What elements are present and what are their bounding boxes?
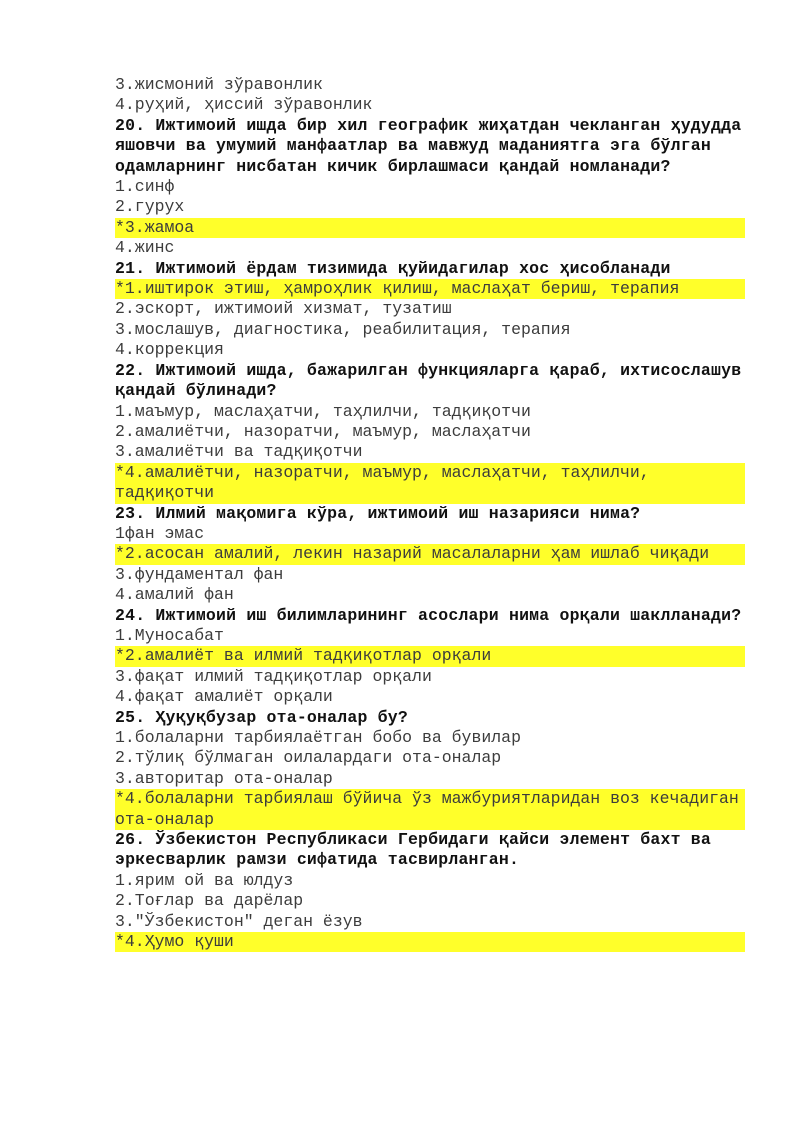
answer-option: 4.амалий фан [115,585,234,605]
answer-option: 2.амалиётчи, назоратчи, маъмур, маслаҳатчи [115,421,531,441]
answer-option: 1.синф [115,177,175,197]
question-text: 24. Ижтимоий иш билимларининг асослари нима орқали шаклланади? [115,605,742,625]
question-text: 26. Ўзбекистон Республикаси Гербидаги қайси элемент бахт ва эркесварлик рамзи сифатида тасвирланган. [115,830,722,870]
answer-option: 3.жисмоний зўравонлик [115,75,323,94]
answer-option-correct: *2.амалиёт ва илмий тадқиқотлар орқали [115,646,745,666]
answer-option: 3.фундаментал фан [115,564,284,584]
answer-option: 3."Ўзбекистон" деган ёзув [115,911,363,931]
answer-option: 1.маъмур, маслаҳатчи, таҳлилчи, тадқиқотчи [115,401,531,421]
quiz-content [115,75,752,952]
answer-option-correct: *4.болаларни тарбиялаш бўйича ўз мажбуриятларидан воз кечадиган ота-оналар [115,789,749,829]
answer-option: 4.фақат амалиёт орқали [115,687,333,707]
answer-option-correct: *3.жамоа [115,218,745,238]
answer-option: 2.эскорт, ижтимоий хизмат, тузатиш [115,299,452,319]
answer-option: 2.Тоғлар ва дарёлар [115,891,304,911]
answer-option: 3.амалиётчи ва тадқиқотчи [115,442,363,462]
answer-option: 4.жинс [115,238,175,258]
answer-option-correct: *4.амалиётчи, назоратчи, маъмур, маслаҳатчи, таҳлилчи, тадқиқотчи [115,463,745,504]
question-text: 25. Ҳуқуқбузар ота-оналар бу? [115,707,408,727]
answer-option-correct: *1.иштирок этиш, ҳамроҳлик қилиш, маслаҳат бериш, терапия [115,279,745,299]
question-text: 22. Ижтимоий ишда, бажарилган функцияларга қараб, ихтисослашув қандай бўлинади? [115,360,752,401]
question-text: 23. Илмий мақомига кўра, ижтимоий иш назарияси нима? [115,503,641,523]
question-text: 21. Ижтимоий ёрдам тизимида қуйидагилар хос ҳисобланади [115,258,671,278]
answer-option: 1фан эмас [115,523,205,543]
answer-option: 2.тўлиқ бўлмаган оилалардаги ота-оналар [115,748,502,768]
answer-option-correct: *4.Ҳумо қуши [115,932,745,952]
answer-option: 4.коррекция [115,340,224,360]
answer-option: 1.болаларни тарбиялаётган бобо ва бувилар [115,728,521,747]
answer-option-correct: *2.асосан амалий, лекин назарий масалаларни ҳам ишлаб чиқади [115,544,745,564]
answer-option: 3.авторитар ота-оналар [115,768,333,788]
answer-option: 2.гурух [115,197,185,217]
answer-option: 4.руҳий, ҳиссий зўравонлик [115,95,373,115]
answer-option: 1.Муносабат [115,625,224,645]
answer-option: 1.ярим ой ва юлдуз [115,870,294,890]
question-text: 20. Ижтимоий ишда бир хил географик жиҳатдан чекланган ҳудудда яшовчи ва умумий манфаатлар ва мавжуд маданиятга эга бўлган одамларнинг нисбатан кичик бирлашмаси қандай номланади? [115,115,752,176]
answer-option: 3.мослашув, диагностика, реабилитация, терапия [115,319,571,339]
answer-option: 3.фақат илмий тадқиқотлар орқали [115,666,432,686]
